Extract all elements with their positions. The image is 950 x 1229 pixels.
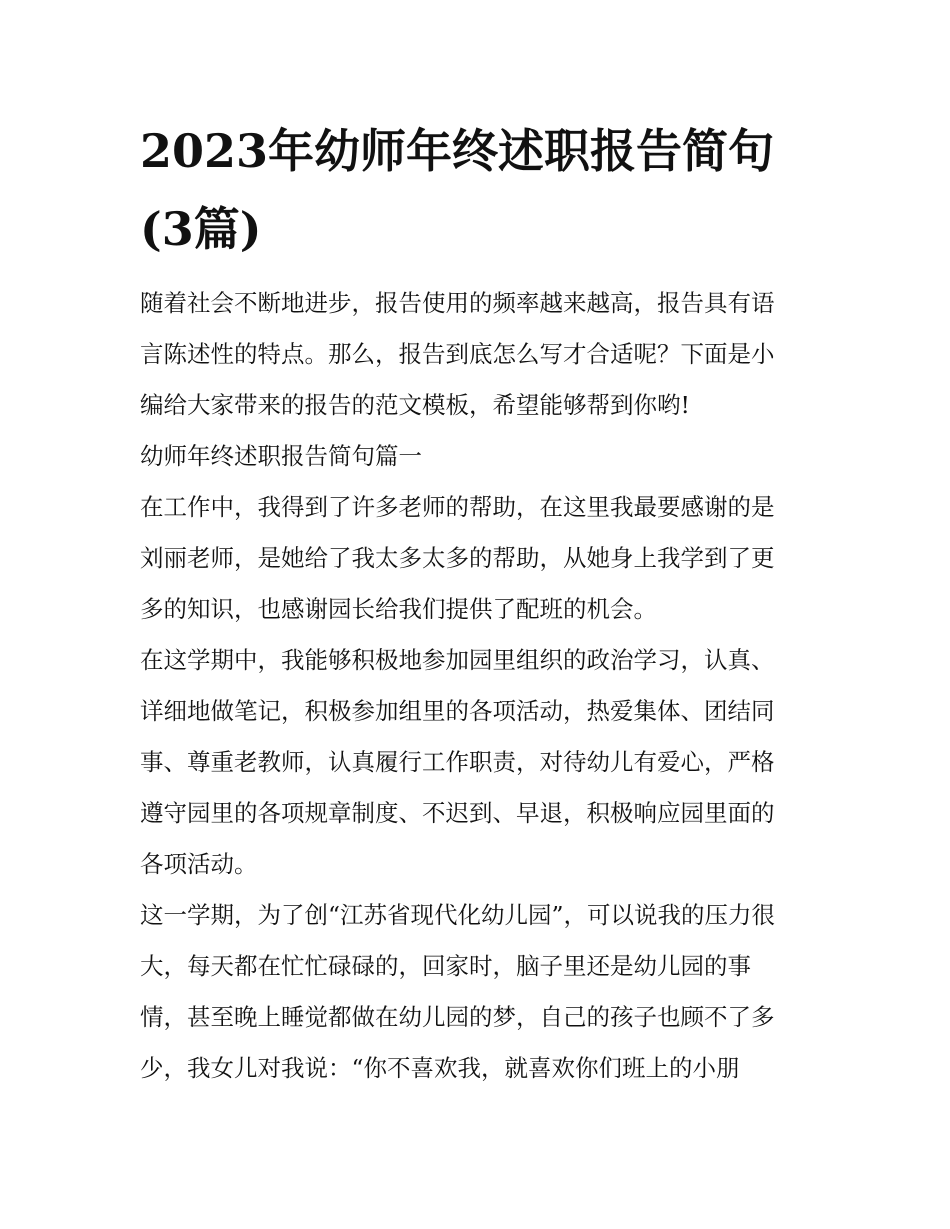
section-heading: 幼师年终述职报告简句篇一: [140, 442, 422, 470]
body-line: 少，我女儿对我说：“你不喜欢我，就喜欢你们班上的小朋: [140, 1054, 740, 1082]
body-line: 在工作中，我得到了许多老师的帮助，在这里我最要感谢的是: [140, 493, 775, 521]
body-line: 遵守园里的各项规章制度、不迟到、早退，积极响应园里面的: [140, 799, 775, 827]
body-line: 各项活动。: [140, 850, 258, 878]
body-line: 编给大家带来的报告的范文模板，希望能够帮到你哟!: [140, 391, 690, 419]
body-line: 情，甚至晚上睡觉都做在幼儿园的梦，自己的孩子也顾不了多: [140, 1003, 775, 1031]
title-line: 2023年幼师年终述职报告简句: [140, 124, 775, 178]
body-line: 在这学期中，我能够积极地参加园里组织的政治学习，认真、: [140, 646, 775, 674]
body-line: 刘丽老师，是她给了我太多太多的帮助，从她身上我学到了更: [140, 544, 775, 572]
document-content: [140, 112, 812, 1094]
body-line: 多的知识，也感谢园长给我们提供了配班的机会。: [140, 595, 657, 623]
body-line: 详细地做笔记，积极参加组里的各项活动，热爱集体、团结同: [140, 697, 775, 725]
document-body: [140, 278, 812, 1094]
body-line: 大，每天都在忙忙碌碌的，回家时，脑子里还是幼儿园的事: [140, 952, 751, 980]
body-line: 这一学期，为了创“江苏省现代化幼儿园”，可以说我的压力很: [140, 901, 776, 929]
body-line: 言陈述性的特点。那么，报告到底怎么写才合适呢？下面是小: [140, 340, 775, 368]
document-title: [140, 112, 812, 268]
body-line: 随着社会不断地进步，报告使用的频率越来越高，报告具有语: [140, 289, 775, 317]
body-line: 事、尊重老教师，认真履行工作职责，对待幼儿有爱心，严格: [140, 748, 775, 776]
title-line: (3篇): [140, 202, 262, 256]
